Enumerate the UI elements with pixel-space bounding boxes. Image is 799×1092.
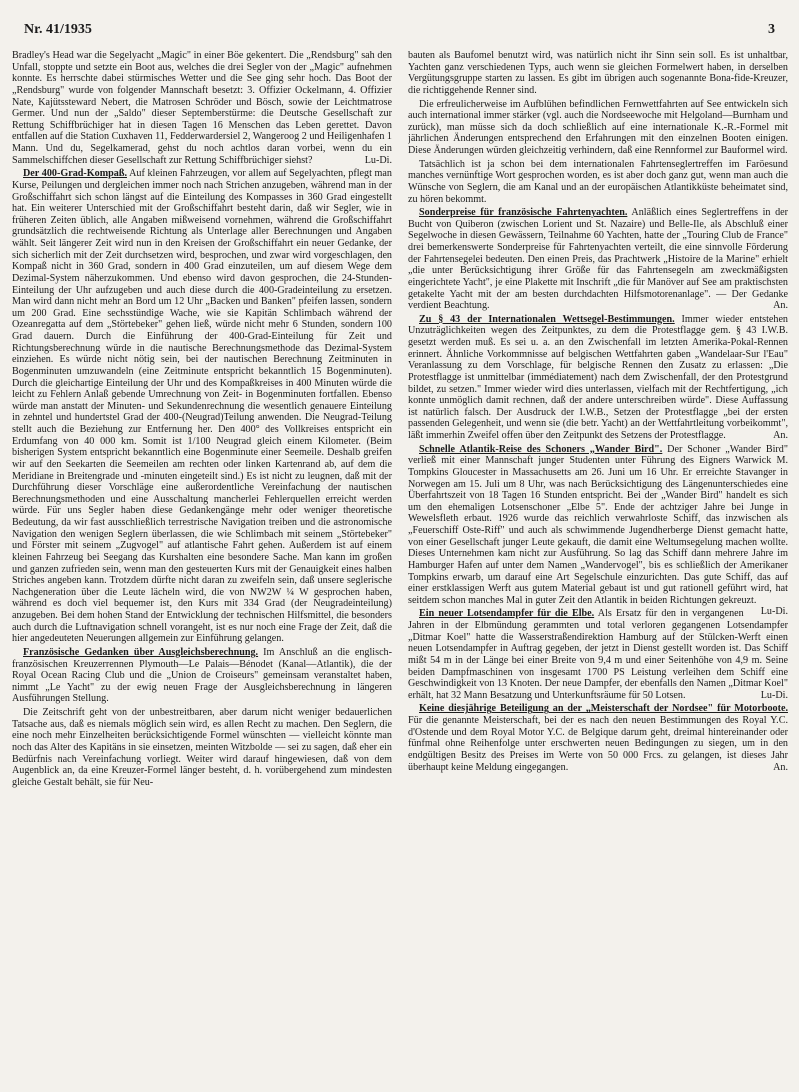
page-number: 3 (768, 22, 775, 37)
author-signature: An. (773, 300, 788, 312)
article-paragraph (12, 50, 392, 166)
right-column (408, 50, 788, 1086)
author-signature: Lu-Di. (364, 154, 392, 166)
article-paragraph (408, 99, 788, 157)
article-text: Tatsächlich ist ja schon bei dem internationalen Fahrtenseglertreffen im Faröesund manches vernünftige Wort gesprochen worden, es ist aber doch ganz gut, wenn man auch die Wünsche von Seglern, die am Kanal und an der europäischen Atlantikküste beheimatet sind, zu hören bekommt. (408, 158, 788, 205)
article-heading: Ein neuer Lotsendampfer für die Elbe. (419, 608, 595, 620)
article-heading: Sonderpreise für französische Fahrtenyachten. (419, 207, 628, 219)
article-paragraph (12, 647, 392, 705)
author-signature: Lu-Di. (760, 606, 788, 618)
article-paragraph (408, 703, 788, 773)
article-text: Bradley's Head war die Segelyacht „Magic" in einer Böe gekentert. Die „Rendsburg" sah den Unfall, stoppte und setzte ein Boot aus, welches die drei Segler von der „Magic" aufnehmen konnte. Es herrschte dabei stürmisches Wetter und die See ging sehr hoch. Das Boot der „Rendsburg" wurde von folgender Mannschaft besetzt: 3. Offizier Ockelmann, 4. Offizier Nate, Kajütssteward Nebert, die Matrosen Schröder und Bösch, sowie der Leichtmatrose Germer. Und nun der „Saldo" dieser Septemberstürme: die Deutsche Gesellschaft zur Rettung Schiffbrüchiger hat in diesen Tagen 16 Menschen das Leben gerettet. Davon entfallen auf die Station Cuxhaven 11, Fedderwardersiel 2, Wangeroog 2 und Heiligenhafen 1 Mann. Und du, Segelkamerad, gehst du noch achtlos daran vorbei, wenn du ein Sammelschiffchen dieser Gesellschaft zur Rettung Schiffbrüchiger siehst? (12, 50, 392, 166)
article-text: Anläßlich eines Seglertreffens in der Bucht von Quiberon (zwischen Lorient und St. Nazaire) und Belle-Ile, als Abschluß einer Segelwoche in diesen Gewässern, Teilnahme 60 Yachten, hatte der „Touring Club de France" drei bemerkenswerte Sonderpreise für Fahrtenyachten verteilt, die eine sinnvolle Förderung der Fahrtensegelei bedeuten. Den einen Preis, das Prachtwerk „Histoire de la Marine" erhielt „die unter Berücksichtigung ihrer Größe für das Fahrtensegeln am zweckmäßigsten eingerichtete Yacht", je eine Plakette mit Inschrift „die für Manöver auf See am praktischsten getakelte Yacht mit der am besten durchdachten Hilfsmotorenanlage". — Der Gedanke verdient Beachtung. (408, 207, 788, 312)
article-heading: Französische Gedanken über Ausgleichsberechnung. (23, 646, 259, 658)
author-signature: An. (773, 761, 788, 773)
article-text: Die erfreulicherweise im Aufblühen befindlichen Fernwettfahrten auf See entwickeln sich auch international immer stärker (vgl. auch die Nordseewoche mit Helgoland—Burnham und zurück), man müsse sich da doch schließlich auf eine internationale K.-R.-Formel mit jährlichen Änderungen entsprechend den Erfahrungen mit den einzelnen Booten einigen. Diese Änderungen würden gleichzeitig verhindern, daß eine Rennformel zur Bauformel wird. (408, 98, 788, 156)
author-signature: An. (773, 430, 788, 441)
article-text: Immer wieder entstehen Unzuträglichkeiten wegen des Zeitpunktes, zu dem die Protestflagge gem. § 43 I.W.B. gesetzt werden muß. Es sei u. a. an den Zwischenfall im letzten Amerika-Pokal-Rennen erinnert. Ähnliche Vorkommnisse auf belgischen Wettfahrten gaben „Wandelaar-Sur l'Eau" Veranlassung zu dem Vorschlage, für belgische Rennen den Zusatz zu erlassen: „Die Protestflagge ist unmittelbar (immédiatement) nach dem Zwischenfall, der den Protestgrund bildet, zu setzen." Immer wieder wird dies unterlassen, vielfach mit der Rechtfertigung, „ich konnte unmöglich damit rechnen, daß der andere unterschreiben würde". Diese Auffassung ist natürlich falsch. Der Ausdruck der I.W.B., Setzen der Protestflagge „bei der ersten passenden Gelegenheit, und wenn sie (die betr. Yacht) an der Wettfahrtleitung vorbeikommt", läßt immerhin Zweifel offen über den Zeitpunkt des Setzens der Protestflagge. (408, 313, 788, 441)
left-column (12, 50, 392, 1086)
article-text: Für die genannte Meisterschaft, bei der es nach den neuen Bestimmungen des Royal Y.C. d'Ostende und dem Royal Motor Y.C. de Belgique darum geht, dreimal hintereinander oder fünfmal ohne Reihenfolge unter erschwerten neuen Bedingungen zu siegen, um in den endgültigen Besitz des Preises im Werte von 50 000 Frcs. zu gelangen, ist dieses Jahr überhaupt keine Meldung eingegangen. (408, 715, 788, 773)
article-text: Die Zeitschrift geht von der unbestreitbaren, aber darum nicht weniger bedauerlichen Tatsache aus, daß es niemals möglich sein wird, es allen Recht zu machen. Den Seglern, die eine noch mehr Einzelheiten berücksichtigende Formel wünschten — vielleicht könnte man noch das Alter des Kapitäns in sie einsetzen, meinten Witzbolde — sei zu sagen, daß eher ein Bedürfnis nach Vereinfachung vorliegt. Weiter wird darauf hingewiesen, daß von dem Augenblick an, da eine Kreuzer-Formel länger besteht, d. h. vorübergehend zum mindesten gleiche Gestalt behält, sie für Neu- (12, 707, 392, 788)
article-paragraph (408, 50, 788, 97)
page-header (24, 22, 775, 40)
article-paragraph (12, 168, 392, 645)
article-paragraph (408, 608, 788, 701)
issue-number: Nr. 41/1935 (24, 22, 92, 37)
article-text: Als Ersatz für den in vergangenen Jahren in der Elbmündung gerammten und total verloren gegangenen Lotsendampfer „Ditmar Koel" hatte die Wasserstraßendirektion Hamburg auf der Stülcken-Werft einen neuen Lotsendampfer in Auftrag gegeben, der jetzt in Dienst gestellt worden ist. Das Schiff mißt 54 m in der Länge bei einer Breite von 9,4 m und einer Seitenhöhe von 4,9 m. Seine beiden Dampfmaschinen von insgesamt 1700 PS Leistung verleihen dem Schiff eine Geschwindigkeit von 13 Knoten. Der neue Dampfer, der ebenfalls den Namen „Ditmar Koel" erhält, hat 32 Mann Besatzung und Unterkunftsräume für 50 Lotsen. (408, 608, 788, 701)
article-heading: Zu § 43 der Internationalen Wettsegel-Bestimmungen. (419, 313, 675, 325)
article-text: Im Anschluß an die englisch-französischen Kreuzerrennen Plymouth—Le Palais—Bénodet (Kanal—Atlantik), die der Royal Ocean Racing Club und die „Union de Croiseurs" gemeinsam veranstaltet haben, nimmt „Le Yacht" zu der ewig neuen Frage der Ausgleichsberechnung in längeren Ausführungen Stellung. (12, 646, 392, 705)
article-heading: Schnelle Atlantik-Reise des Schoners „Wander Bird". (419, 443, 663, 455)
author-signature: Lu-Di. (760, 689, 788, 701)
article-paragraph (12, 707, 392, 788)
article-text: Der Schoner „Wander Bird" verließ mit einer Mannschaft junger Studenten unter Führung des Eigners Warwick M. Tompkins Gloucester in Massachusetts am 26. Juni um 16 Uhr. Er erreichte Stavanger in Norwegen am 15. Juli um 8 Uhr, was nach Berücksichtigung des Längenunterschiedes eine Überfahrtszeit von 18 Tagen 16 Stunden entspricht. Bei der „Wander Bird" handelt es sich um den ehemaligen Lotsenschoner „Elbe 5". Ende der achtziger Jahre bei Junge in Wewelsfleth erbaut. 1926 wurde das reichlich verwahrloste Schiff, das inzwischen als „Feuerschiff Oste-Riff" und auch als schwimmende Jugendherberge Dienst gemacht hatte, von einer Gesellschaft junger Leute gekauft, die damit eine Weltumsegelung machen wollte. Dieses Unternehmen kam nicht zur Ausführung. So lag das Schiff dann mehrere Jahre im Hamburger Hafen auf unter dem Namen „Wandervogel", bis es schließlich der Amerikaner Tompkins erwarb, um darauf eine Art Segelschule einzurichten. Das gute Schiff, das auf einer erstklassigen Werft aus gutem Material gebaut ist und gut rationell geführt wird, hat seitdem schon manches Mal in guter Zeit den Atlantik in beiden Richtungen gekreuzt. (408, 443, 788, 606)
article-text: Auf kleinen Fahrzeugen, vor allem auf Segelyachten, pflegt man Kurse, Peilungen und dergleichen immer noch nach Strichen anzugeben, während man in der Großschiffahrt sich schon längst auf die Einteilung des Kompasses in 360 Grad eingestellt hat. Ein weiterer Unterschied mit der Großschiffahrt besteht darin, daß wir Segler, wie in früheren Zeiten üblich, alle Angaben mißweisend vornehmen, während die Großschiffahrt grundsätzlich die rechtweisende Richtung als Unterlage aller Berechnungen und Angaben wählt. Seit längerer Zeit wird nun in den Kreisen der Großschiffahrt ein neuer Gedanke, der sich sicherlich mit der Zeit durchsetzen wird, besprochen, und zwar wird vorgeschlagen, den Kompaß nicht in 360 Grad, sondern in 400 Grad einzuteilen, um auf diesem Wege dem Dezimal-System näherzukommen. Und ebenso wird davon gesprochen, die 24-Stunden-Einteilung der Uhr aufzugeben und auch diese durch die 400-Gradeinteilung zu ersetzen. Man wird dann nicht mehr an Bord um 12 Uhr „Backen und Banken" pfeifen lassen, sondern um 200 Grad. Eine sechsstündige Wache, wie sie Kapitän Schlimbach während der Ozeanregatta auf dem „Störtebeker" gehen ließ, würde nicht mehr 6 Stunden, sondern 100 Grad dauern. Durch die Einführung der 400-Grad-Einteilung für Zeit und Richtungsberechnung würde in die nautische Berechnungsmethode das Dezimal-System einziehen. Es würde nicht nötig sein, bei der nautischen Berechnung Zeitminuten in Bogenminuten umzuwandeln (eine Zeitminute entspricht bekanntlich 15 Bogenminuten). Durch die gleichartige Einteilung der Uhr und des Kompaßkreises in 400 Minuten würde die leicht zu Fehlern Anlaß gebende Umrechnung von Zeit- in Bogenminuten fortfallen. Ebenso würde man anstatt der Minuten- und Sekundenrechnung die wesentlich genauere Einteilung in zehntel und hundertstel Grad der 400-(Neugrad)Teilung anwenden. Die Neugrad-Teilung stellt auch die Beziehung zur Entfernung her. Den 400° des Vollkreises entspricht ein Erdumfang von 40 000 km. Somit ist 1/100 Neugrad gleich einem Kilometer. (Beim bisherigen System entspricht bekanntlich eine Bogenminute einer Seemeile. Deshalb greifen wir auf den Seekarten die Seemeilen am rechten oder linken Kartenrand ab, auf dem die Meridiane in Breitengrade und -minuten eingeteilt sind.) Es ist nicht zu leugnen, daß mit der Durchführung dieser Vorschläge eine außerordentliche Vereinfachung der nautischen Berechnungsmethoden und eine Ausschaltung mancherlei Fehlerquellen erreicht werden würde. Für uns Segler haben diese Gedankengänge mehr oder weniger theoretische Bedeutung, da wir fast ausschließlich terrestrische Navigation treiben und die astronomische Navigation den wenigen Seglern überlassen, die wie Schlimbach mit seinem „Störtebeker" und Förster mit seinem „Zugvogel" auf atlantische Fahrt gehen. Außerdem ist auf einem kleinen Fahrzeug bei Seegang das Kurshalten eine besondere Sache. Man kann im großen und ganzen zufrieden sein, wenn man den gesteuerten Kurs mit der Genauigkeit eines halben Striches angeben kann. Trotzdem dürfte nicht daran zu zweifeln sein, daß unsere seglerische Nachgeneration über die Leute lächeln wird, die von NW2W ¼ W gesprochen haben, während es doch viel bequemer ist, den Kurs mit 334 Grad (der Neugradeinteilung) anzugeben. Bei dem hohen Stand der Entwicklung der technischen Hilfsmittel, die besonders auch durch die Luftnavigation schnell vorangeht, ist es nur noch eine Frage der Zeit, daß die hier angedeuteten Neuerungen allgemein zur Einführung gelangen. (12, 168, 392, 645)
article-heading: Keine diesjährige Beteiligung an der „Meisterschaft der Nordsee" für Motorboote. (419, 703, 788, 715)
article-paragraph (408, 314, 788, 442)
article-paragraph (408, 207, 788, 312)
article-heading: Der 400-Grad-Kompaß. (23, 168, 127, 180)
article-paragraph (408, 159, 788, 206)
article-text: bauten als Baufomel benutzt wird, was natürlich nicht ihr Sinn sein soll. Es ist unhaltbar, Yachten ganz verschiedenen Typs, auch wenn sie gleichen Formelwert haben, in derselben Vergütungsgruppe starten zu lassen. Es gibt im übrigen auch sogenannte Bona-fide-Kreuzer, die richtiggehende Renner sind. (408, 50, 788, 96)
